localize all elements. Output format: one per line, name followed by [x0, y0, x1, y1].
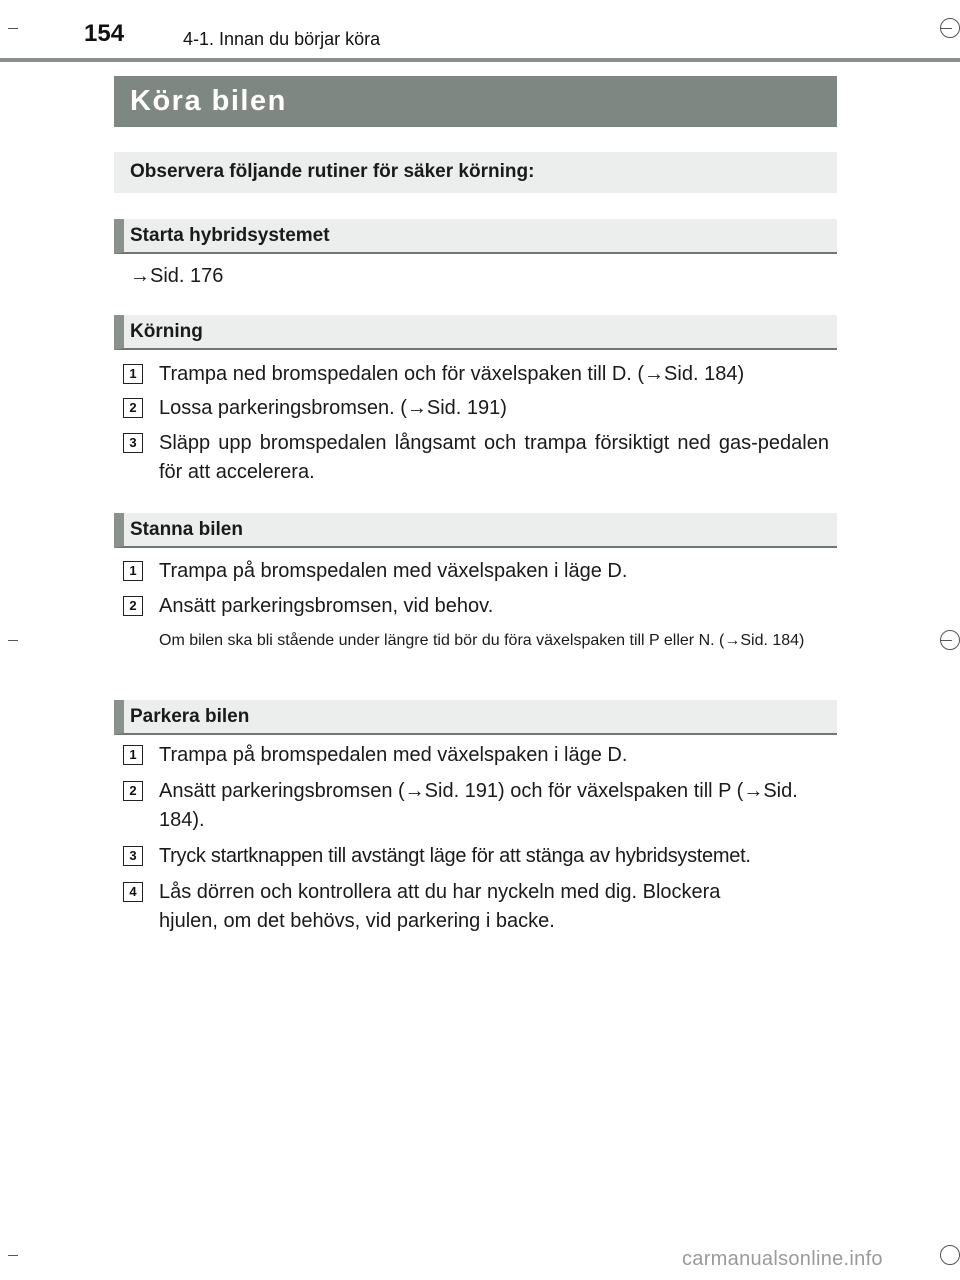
step-number-badge: 4 [123, 882, 143, 902]
page-number: 154 [84, 20, 125, 47]
crop-mark [940, 640, 952, 641]
step-number-badge: 1 [123, 561, 143, 581]
section-heading-driving: Körning [114, 315, 837, 350]
note-text: Om bilen ska bli stående under längre tid bör du föra växelspaken till P eller N. (→Sid. 184) [159, 632, 805, 649]
section-heading-park: Parkera bilen [114, 700, 837, 735]
step-number-badge: 3 [123, 846, 143, 866]
step-number-badge: 3 [123, 433, 143, 453]
watermark: carmanualsonline.info [682, 1248, 883, 1270]
running-header: 4-1. Innan du börjar köra [183, 29, 381, 49]
step-text: Trampa ned bromspedalen och för växelspaken till D. (→Sid. 184) [159, 363, 745, 385]
step-text: Ansätt parkeringsbromsen (→Sid. 191) och för växelspaken till P (→Sid. 184). [159, 780, 798, 831]
step-text: Trampa på bromspedalen med växelspaken i läge D. [159, 560, 628, 582]
step-number-badge: 1 [123, 364, 143, 384]
step-text: Lås dörren och kontrollera att du har nyckeln med dig. Blockera hjulen, om det behövs, vid parkering i backe. [159, 881, 721, 932]
step-text: Lossa parkeringsbromsen. (→Sid. 191) [159, 397, 507, 419]
crop-mark [8, 640, 18, 641]
chapter-title: Köra bilen [114, 76, 837, 127]
section-heading-start-hybrid: Starta hybridsystemet [114, 219, 837, 254]
registration-mark-icon [940, 18, 960, 38]
step-number-badge: 2 [123, 596, 143, 616]
header-divider [0, 58, 960, 62]
step-text: Släpp upp bromspedalen långsamt och trampa försiktigt ned gas-pedalen för att accelerera. [159, 432, 829, 483]
registration-mark-icon [940, 1245, 960, 1265]
step-number-badge: 2 [123, 781, 143, 801]
intro-heading: Observera följande rutiner för säker körning: [114, 152, 837, 193]
step-text: Trampa på bromspedalen med växelspaken i läge D. [159, 744, 628, 766]
crop-mark [8, 1255, 18, 1256]
section-heading-stop: Stanna bilen [114, 513, 837, 548]
step-number-badge: 2 [123, 398, 143, 418]
step-text: Ansätt parkeringsbromsen, vid behov. [159, 595, 494, 617]
step-text: Tryck startknappen till avstängt läge för att stänga av hybridsystemet. [159, 845, 751, 867]
page-reference: →Sid. 176 [130, 265, 224, 287]
crop-mark [8, 28, 18, 29]
step-number-badge: 1 [123, 745, 143, 765]
